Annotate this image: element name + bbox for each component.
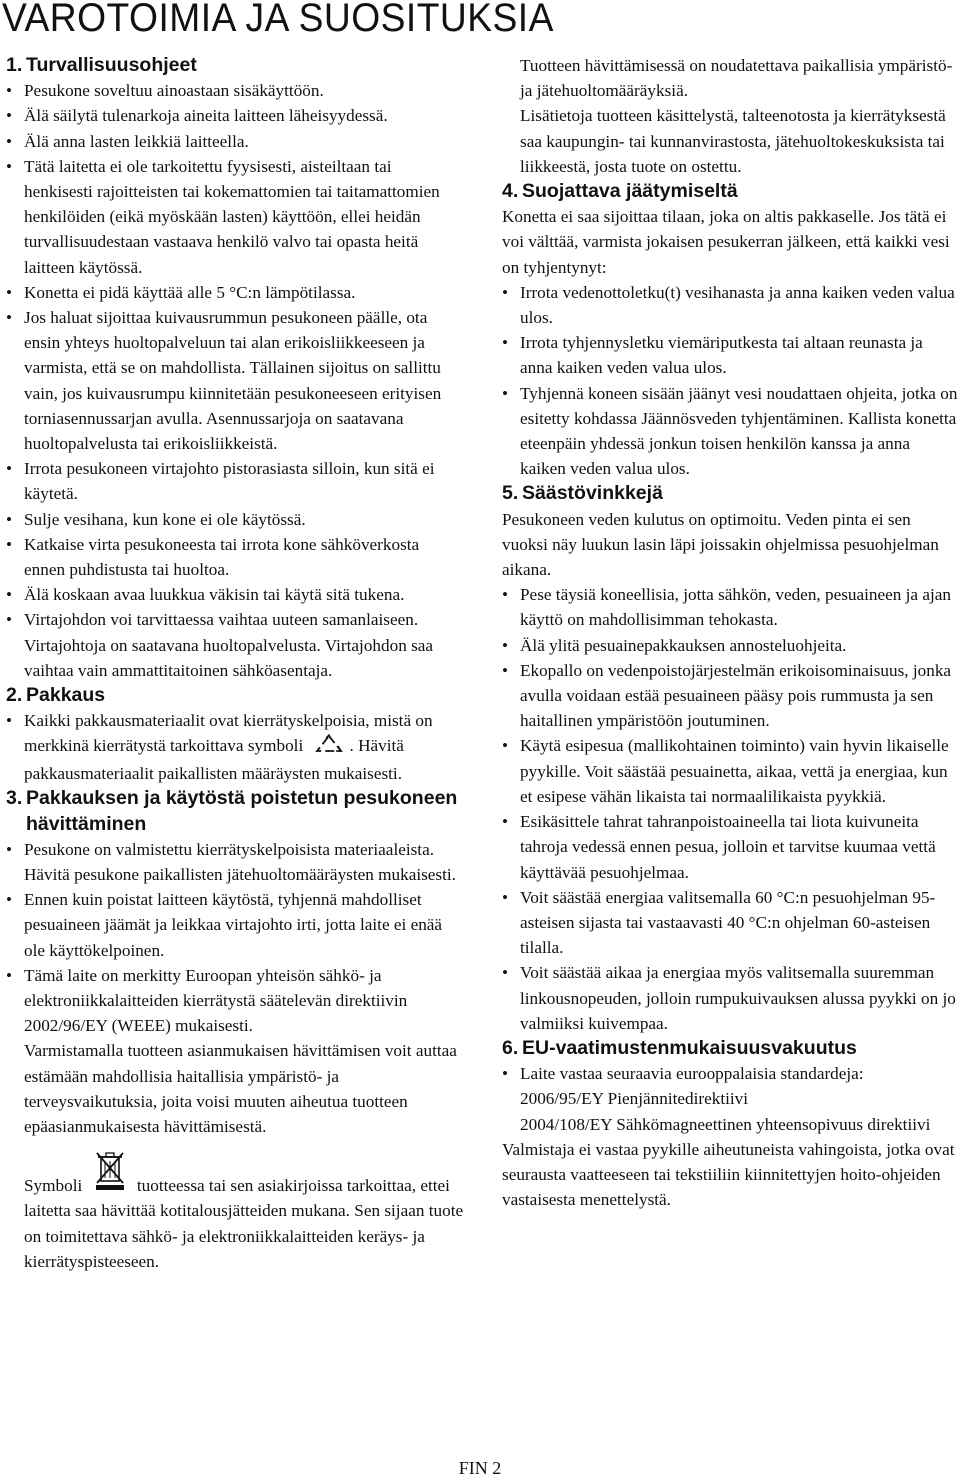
list-item: • Älä anna lasten leikkiä laitteella. <box>6 129 464 154</box>
section-6-heading <box>502 1036 958 1061</box>
list-item: • Tätä laitetta ei ole tarkoitettu fyysisesti, aisteiltaan tai henkisesti rajoitteisten tai kokemattomien tai taitamattomien henkilöiden (eikä myöskään lasten) käyttöön, ellei heidän turvallisuudestaan vastaava henkilö valvo tai opasta heitä laitteen käytössä. <box>6 154 464 280</box>
left-column <box>6 53 464 1274</box>
packaging-text-after: . Hävitä pakkausmateriaalit paikallisten määräysten mukaisesti. <box>24 736 404 784</box>
right-column <box>502 53 958 1212</box>
frost-intro: Konetta ei saa sijoittaa tilaan, joka on altis pakkaselle. Jos tätä ei voi välttää, varmista jokaisen pesukerran jälkeen, että kaikki vesi on tyhjentynyt: <box>502 207 950 277</box>
page-footer: FIN 2 <box>458 1458 502 1478</box>
list-item: • Älä ylitä pesuainepakkauksen annosteluohjeita. <box>502 633 958 658</box>
frost-list <box>502 280 958 482</box>
savings-intro: Pesukoneen veden kulutus on optimoitu. Veden pinta ei sen vuoksi näy luukun lasin läpi joissakin ohjelmissa pesuohjelman aikana. <box>502 509 939 580</box>
conformity-lead: Laite vastaa seuraavia eurooppalaisia standardeja: <box>520 1064 864 1084</box>
directive-line: 2004/108/EY Sähkömagneettinen yhteensopivuus direktiivi <box>520 1114 931 1134</box>
section-title: Säästövinkkejä <box>522 482 663 505</box>
list-item: • Pese täysiä koneellisia, jotta sähkön, veden, pesuaineen ja ajan käyttö on mahdollisimman tehokasta. <box>502 582 958 632</box>
list-item: • Käytä esipesua (mallikohtainen toiminto) vain hyvin likaiselle pyykille. Voit säästää pesuainetta, aikaa, vettä ja energiaa, kun et esipese vähän likaista tai normaalilikaista pyykkiä. <box>502 733 958 809</box>
list-item: • Pesukone soveltuu ainoastaan sisäkäyttöön. <box>6 78 464 103</box>
list-item: • Ennen kuin poistat laitteen käytöstä, tyhjennä mahdolliset pesuaineen jäämät ja leikkaa virtajohto irti, jotta laite ei enää ole käyttökelpoinen. <box>6 887 464 963</box>
safety-list <box>6 78 464 683</box>
section-number: 1. <box>6 54 23 76</box>
packaging-list <box>6 708 464 786</box>
disposal-list <box>6 837 464 1039</box>
list-item: • Tyhjennä koneen sisään jäänyt vesi noudattaen ohjeita, jotka on esitetty kohdassa Jäännösveden tyhjentäminen. Kallista konetta eteenpäin yhdessä jonkun toisen henkilön kanssa ja anna kaiken veden valua ulos. <box>502 381 958 482</box>
disposal-info-paragraph: Lisätietoja tuotteen käsittelystä, talteenotosta ja kierrätyksestä saa kaupungin- tai kunnanvirastosta, jätehuoltokeskuksista tai liikkeestä, josta tuote on ostettu. <box>520 106 946 176</box>
savings-list <box>502 582 958 1036</box>
conformity-list <box>502 1061 958 1137</box>
section-number: 3. <box>6 787 23 810</box>
disposal-regulations-paragraph: Tuotteen hävittämisessä on noudatettava paikallisia ympäristö- ja jätehuoltomääräyksiä. <box>520 56 953 101</box>
packaging-text-before: Kaikki pakkausmateriaalit ovat kierrätyskelpoisia, mistä on merkkinä kierrätystä tarkoittava symboli <box>24 711 433 756</box>
section-number: 2. <box>6 684 23 707</box>
list-item: • Konetta ei pidä käyttää alle 5 °C:n lämpötilassa. <box>6 280 464 305</box>
section-title: EU-vaatimustenmukaisuusvakuutus <box>522 1036 857 1059</box>
list-item: • Älä koskaan avaa luukkua väkisin tai käytä sitä tukena. <box>6 582 464 607</box>
directive-line: 2006/95/EY Pienjännitedirektiivi <box>520 1089 749 1109</box>
page-title: VAROTOIMIA JA SUOSITUKSIA <box>2 0 554 40</box>
list-item: • Katkaise virta pesukoneesta tai irrota kone sähköverkosta ennen puhdistusta tai huoltoa. <box>6 532 464 582</box>
section-number: 4. <box>502 180 519 203</box>
liability-paragraph: Valmistaja ei vastaa pyykille aiheutuneista vahingoista, jotka ovat seurausta vaatteeseen tai tekstiiliin kiinnitettyjen hoito-ohjeiden vastaisesta menettelystä. <box>502 1139 955 1210</box>
section-2-heading <box>6 683 464 708</box>
list-item <box>502 1061 958 1137</box>
crossed-out-bin-icon <box>93 1151 127 1198</box>
list-item: • Esikäsittele tahrat tahranpoistoaineella tai liota kuivuneita tahroja vedessä ennen pesua, jolloin et tarvitse kuumaa vettä käyttävää pesuohjelmaa. <box>502 809 958 885</box>
list-item: • Sulje vesihana, kun kone ei ole käytössä. <box>6 507 464 532</box>
list-item: • Irrota pesukoneen virtajohto pistorasiasta silloin, kun sitä ei käytetä. <box>6 456 464 506</box>
list-item <box>6 708 464 786</box>
list-item: • Pesukone on valmistettu kierrätyskelpoisista materiaaleista. Hävitä pesukone paikallisten jätehuoltomääräysten mukaisesti. <box>6 837 464 887</box>
section-4-heading <box>502 179 958 204</box>
section-5-heading <box>502 481 958 506</box>
section-title: Suojattava jäätymiseltä <box>522 180 738 203</box>
symbol-word: Symboli <box>24 1176 83 1196</box>
recycle-symbol-icon <box>314 734 344 761</box>
section-3-heading <box>6 786 464 836</box>
list-item: • Tämä laite on merkitty Euroopan yhteisön sähkö- ja elektroniikkalaitteiden kierrätystä säätelevän direktiivin 2002/96/EY (WEEE) mukaisesti. <box>6 963 464 1039</box>
list-item: • Irrota vedenottoletku(t) vesihanasta ja anna kaiken veden valua ulos. <box>502 280 958 330</box>
list-item: • Ekopallo on vedenpoistojärjestelmän erikoisominaisuus, jonka avulla voidaan estää pesuaineen pääsy pois rummusta ja sen haitallinen ympäristöön joutuminen. <box>502 658 958 734</box>
disposal-paragraph: Varmistamalla tuotteen asianmukaisen hävittämisen voit auttaa estämään mahdollisia haitallisia ympäristö- ja terveysvaikutuksia, joita voisi muuten aiheutua tuotteen epäasianmukaisesta hävittämisestä. <box>24 1041 457 1136</box>
weee-symbol-paragraph <box>6 1151 464 1274</box>
list-item: • Älä säilytä tulenarkoja aineita laitteen läheisyydessä. <box>6 103 464 128</box>
section-number: 5. <box>502 482 519 505</box>
section-number: 6. <box>502 1036 519 1059</box>
section-title: Pakkauksen ja käytöstä poistetun pesukoneen hävittäminen <box>26 787 458 835</box>
section-1-heading <box>6 53 464 78</box>
section-title: Pakkaus <box>26 684 106 707</box>
list-item: • Irrota tyhjennysletku viemäriputkesta tai altaan reunasta ja anna kaiken veden valua ulos. <box>502 330 958 380</box>
list-item: • Voit säästää energiaa valitsemalla 60 °C:n pesuohjelman 95-asteisen sijasta tai vastaavasti 40 °C:n ohjelman 60-asteisen tilalla. <box>502 885 958 961</box>
symbol-description: tuotteessa tai sen asiakirjoissa tarkoittaa, ettei laitetta saa hävittää kotitalousjätteiden mukana. Sen sijaan tuote on toimitettava sähkö- ja elektroniikkalaitteiden keräys- ja kierrätyspisteeseen. <box>24 1176 464 1271</box>
section-title: Turvallisuusohjeet <box>26 54 197 76</box>
list-item: • Jos haluat sijoittaa kuivausrummun pesukoneen päälle, ota ensin yhteys huoltopalveluun tai alan erikoisliikkeeseen ja varmista, että se on mahdollista. Tällainen sijoitus on sallittu vain, jos kuivausrumpu kiinnitetään pesukoneeseen erityisen torniasennussarjan avulla. Asennussarjoja on saatavana huoltopalvelusta tai erikoisliikkeistä. <box>6 305 464 456</box>
list-item: • Voit säästää aikaa ja energiaa myös valitsemalla suuremman linkousnopeuden, jolloin rumpukuivauksen alussa pyykki on jo valmiiksi kuivempaa. <box>502 960 958 1036</box>
list-item: • Virtajohdon voi tarvittaessa vaihtaa uuteen samanlaiseen. Virtajohtoja on saatavana huoltopalvelusta. Virtajohdon saa vaihtaa vain ammattitaitoinen sähköasentaja. <box>6 607 464 683</box>
